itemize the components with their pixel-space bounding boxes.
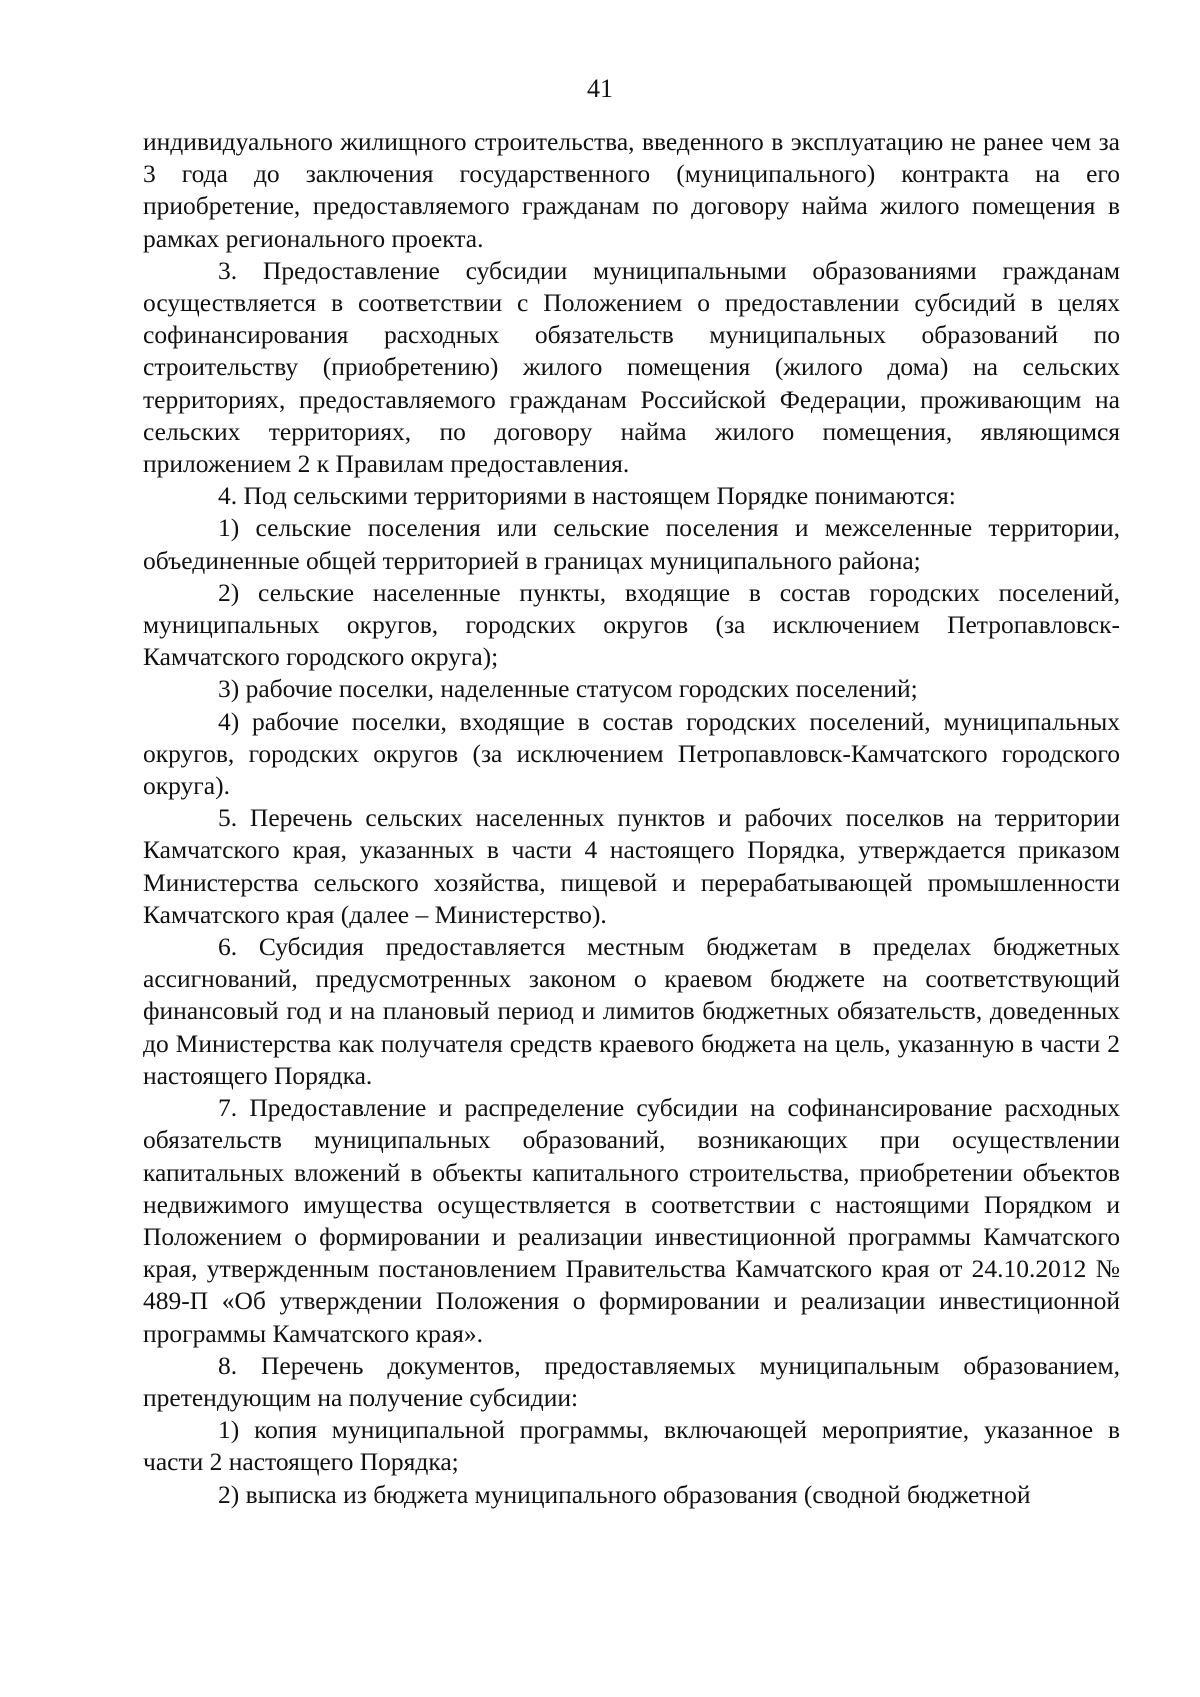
paragraph-item-6: 6. Субсидия предоставляется местным бюджетам в пределах бюджетных ассигнований, предусмотренных законом о краевом бюджете на соответствующий финансовый год и на плановый период и лимитов бюджетных обязательств, доведенных до Министерства как получателя средств краевого бюджета на цель, указанную в части 2 настоящего Порядка.	[143, 932, 1120, 1090]
paragraph-continuation: индивидуального жилищного строительства, введенного в эксплуатацию не ранее чем за 3 года до заключения государственного (муниципального) контракта на его приобретение, предоставляемого гражданам по договору найма жилого помещения в рамках регионального проекта.	[143, 127, 1120, 253]
paragraph-item-8: 8. Перечень документов, предоставляемых муниципальным образованием, претендующим на получение субсидии:	[143, 1350, 1120, 1412]
paragraph-item-4: 4. Под сельскими территориями в настоящем Порядке понимаются:	[218, 481, 956, 511]
paragraph-subitem-4-2: 2) сельские населенные пункты, входящие в состав городских поселений, муниципальных округов, городских округов (за исключением Петропавловск-Камчатского городского округа);	[143, 577, 1120, 672]
document-body	[143, 126, 1120, 1511]
paragraph-subitem-4-4: 4) рабочие поселки, входящие в состав городских поселений, муниципальных округов, городских округов (за исключением Петропавловск-Камчатского городского округа).	[143, 706, 1120, 801]
paragraph-item-3: 3. Предоставление субсидии муниципальными образованиями гражданам осуществляется в соответствии с Положением о предоставлении субсидий в целях софинансирования расходных обязательств муниципальных образований по строительству (приобретению) жилого помещения (жилого дома) на сельских территориях, предоставляемого гражданам Российской Федерации, проживающим на сельских территориях, по договору найма жилого помещения, являющимся приложением 2 к Правилам предоставления.	[143, 255, 1120, 479]
paragraph-item-7: 7. Предоставление и распределение субсидии на софинансирование расходных обязательств муниципальных образований, возникающих при осуществлении капитальных вложений в объекты капитального строительства, приобретении объектов недвижимого имущества осуществляется в соответствии с настоящими Порядком и Положением о формировании и реализации инвестиционной программы Камчатского края, утвержденным постановлением Правительства Камчатского края от 24.10.2012 № 489-П «Об утверждении Положения о формировании и реализации инвестиционной программы Камчатского края».	[143, 1093, 1120, 1348]
paragraph-subitem-4-3: 3) рабочие поселки, наделенные статусом городских поселений;	[218, 674, 918, 704]
paragraph-subitem-8-2: 2) выписка из бюджета муниципального образования (сводной бюджетной	[218, 1479, 1031, 1509]
paragraph-subitem-8-1: 1) копия муниципальной программы, включающей мероприятие, указанное в части 2 настоящего Порядка;	[143, 1415, 1120, 1477]
paragraph-subitem-4-1: 1) сельские поселения или сельские поселения и межселенные территории, объединенные общей территорией в границах муниципального района;	[143, 513, 1120, 575]
page-number: 41	[587, 74, 613, 103]
paragraph-item-5: 5. Перечень сельских населенных пунктов и рабочих поселков на территории Камчатского края, указанных в части 4 настоящего Порядка, утверждается приказом Министерства сельского хозяйства, пищевой и перерабатывающей промышленности Камчатского края (далее – Министерство).	[143, 803, 1120, 929]
